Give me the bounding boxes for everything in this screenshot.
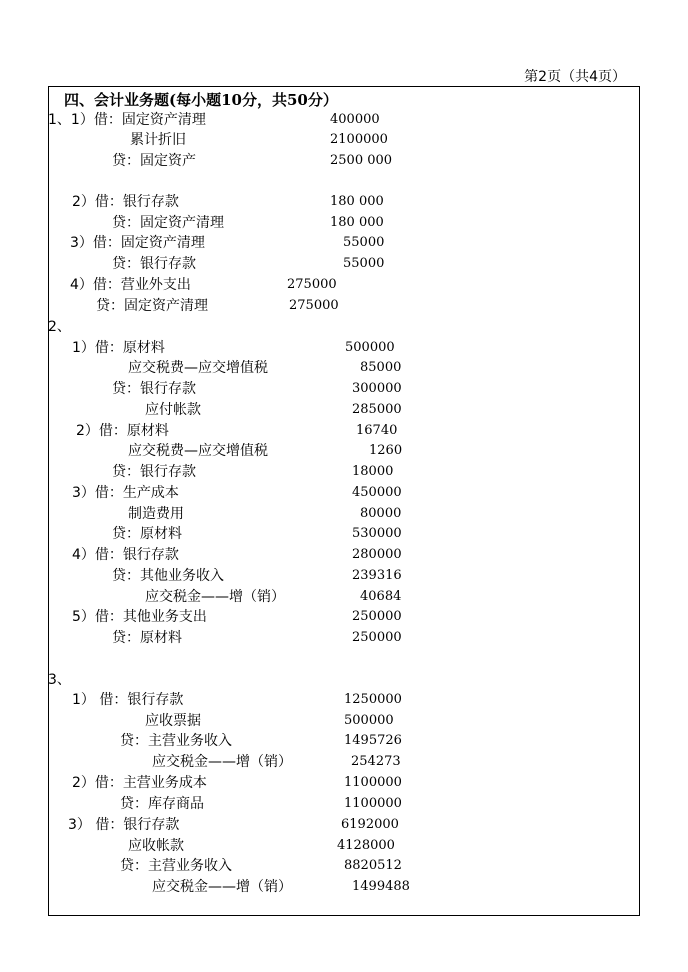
entry-text: 3）借：固定资产清理 — [70, 235, 205, 251]
entry-text: 贷：固定资产清理 — [96, 298, 208, 314]
entry-text: 1、1）借：固定资产清理 — [48, 112, 206, 128]
entry-text: 贷：银行存款 — [112, 381, 196, 397]
entry-amount: 85000 — [360, 360, 402, 375]
entry-amount: 180 000 — [330, 215, 384, 230]
entry-text: 应交税金——增（销） — [152, 879, 292, 895]
entry-text: 4）借：银行存款 — [72, 547, 179, 563]
entry-text: 应收票据 — [145, 713, 201, 729]
entry-amount: 18000 — [352, 464, 394, 479]
entry-text: 应交税费—应交增值税 — [128, 443, 268, 459]
entry-amount: 400000 — [330, 112, 380, 127]
entry-text: 贷：固定资产 — [112, 153, 196, 169]
entry-text: 贷：银行存款 — [112, 256, 196, 272]
entry-amount: 250000 — [352, 630, 402, 645]
entry-text: 5）借：其他业务支出 — [72, 609, 207, 625]
entry-text: 贷：银行存款 — [112, 464, 196, 480]
entry-text: 3）借：生产成本 — [72, 485, 179, 501]
problem-number: 3、 — [48, 672, 71, 688]
entry-text: 2）借：银行存款 — [72, 194, 179, 210]
entry-amount: 1495726 — [344, 733, 402, 748]
entry-amount: 275000 — [289, 298, 339, 313]
entry-amount: 1250000 — [344, 692, 402, 707]
entry-text: 贷：其他业务收入 — [112, 568, 224, 584]
entry-amount: 239316 — [352, 568, 402, 583]
entry-text: 贷：库存商品 — [120, 796, 204, 812]
entry-text: 1） 借：银行存款 — [72, 692, 184, 708]
entry-text: 2）借：主营业务成本 — [72, 775, 207, 791]
entry-amount: 6192000 — [341, 817, 399, 832]
entry-text: 应交税费—应交增值税 — [128, 360, 268, 376]
entry-amount: 500000 — [344, 713, 394, 728]
entry-amount: 280000 — [352, 547, 402, 562]
entry-amount: 4128000 — [337, 838, 395, 853]
entry-text: 2）借：原材料 — [76, 423, 169, 439]
entry-amount: 2500 000 — [330, 153, 393, 168]
entry-amount: 1100000 — [344, 775, 402, 790]
entry-amount: 180 000 — [330, 194, 384, 209]
entry-amount: 1260 — [369, 443, 403, 458]
entry-amount: 450000 — [352, 485, 402, 500]
problem-number: 2、 — [48, 319, 71, 335]
entry-amount: 500000 — [345, 340, 395, 355]
entry-amount: 530000 — [352, 526, 402, 541]
entry-text: 1）借：原材料 — [72, 340, 165, 356]
entry-amount: 1100000 — [344, 796, 402, 811]
entry-text: 应交税金——增（销） — [145, 589, 285, 605]
entry-text: 贷：主营业务收入 — [120, 858, 232, 874]
entry-text: 应交税金——增（销） — [152, 754, 292, 770]
entry-amount: 40684 — [360, 589, 402, 604]
entry-amount: 275000 — [287, 277, 337, 292]
entry-text: 4）借：营业外支出 — [70, 277, 191, 293]
entry-text: 应收帐款 — [128, 838, 184, 854]
entry-amount: 285000 — [352, 402, 402, 417]
entry-amount: 2100000 — [330, 132, 388, 147]
entry-text: 制造费用 — [128, 506, 184, 522]
entry-amount: 250000 — [352, 609, 402, 624]
entry-text: 应付帐款 — [145, 402, 201, 418]
entry-amount: 55000 — [343, 235, 385, 250]
entry-text: 累计折旧 — [130, 132, 186, 148]
entry-amount: 254273 — [351, 754, 401, 769]
entry-text: 贷：原材料 — [112, 526, 182, 542]
entry-amount: 80000 — [360, 506, 402, 521]
entry-amount: 16740 — [356, 423, 398, 438]
entry-text: 3） 借：银行存款 — [68, 817, 180, 833]
entry-amount: 300000 — [352, 381, 402, 396]
entry-text: 贷：主营业务收入 — [120, 733, 232, 749]
entry-amount: 8820512 — [344, 858, 402, 873]
entry-amount: 55000 — [343, 256, 385, 271]
entry-text: 贷：原材料 — [112, 630, 182, 646]
entry-text: 贷：固定资产清理 — [112, 215, 224, 231]
page-number: 第2页（共4页） — [524, 69, 626, 85]
entry-amount: 1499488 — [352, 879, 410, 894]
section-title: 四、会计业务题(每小题10分，共50分） — [64, 91, 338, 109]
